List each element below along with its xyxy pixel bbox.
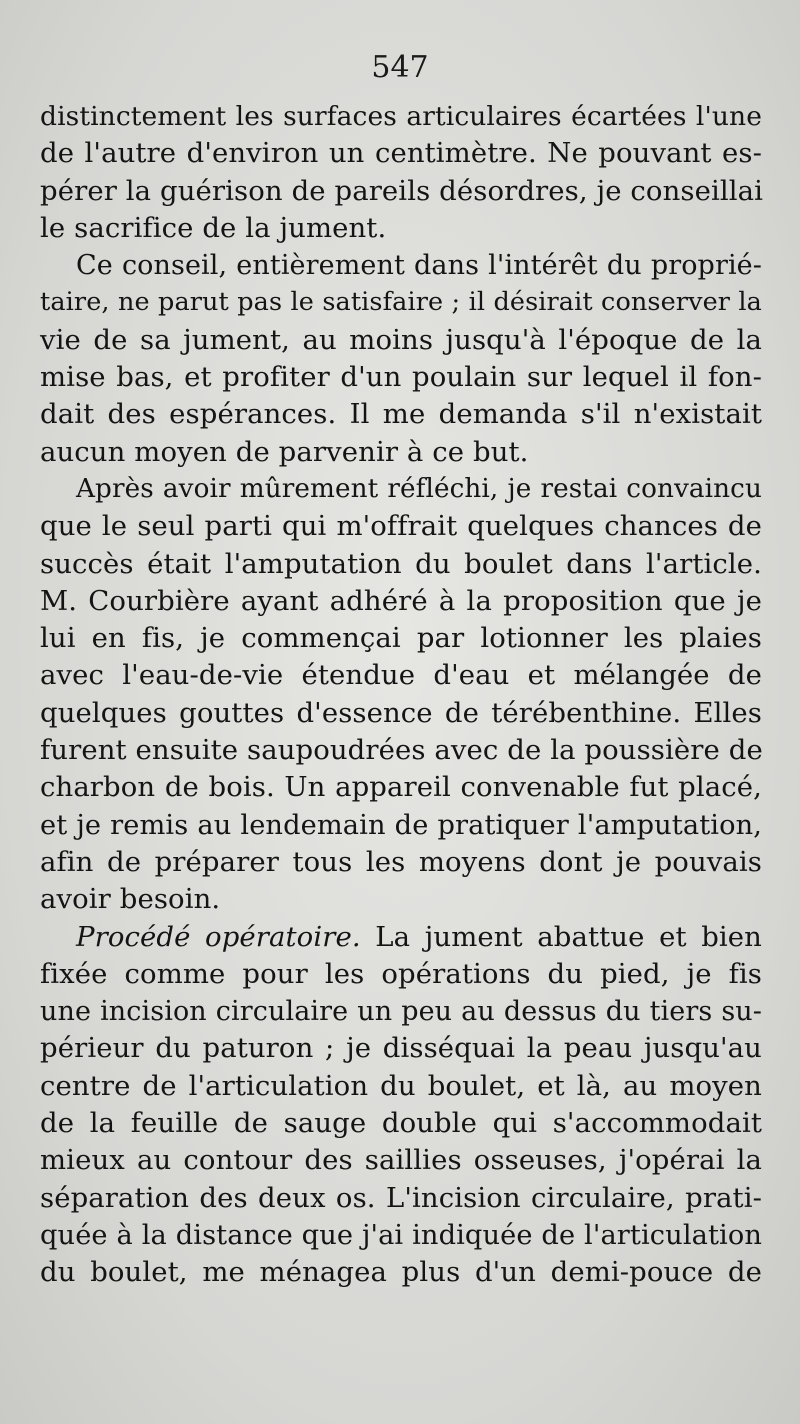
text-line-content: taire, ne parut pas le satisfaire ; il désirait conserver la [40, 287, 762, 318]
text-line-content: aucun moyen de parvenir à ce but. [40, 435, 529, 468]
text-line [40, 173, 762, 210]
text-line-content: séparation des deux os. L'incision circulaire, prati- [40, 1181, 762, 1214]
text-line-content: mise bas, et profiter d'un poulain sur lequel il fon- [40, 361, 762, 394]
text-line-content: quelques gouttes d'essence de térébenthine. Elles [40, 696, 762, 729]
text-line [40, 546, 762, 583]
text-line [40, 1105, 762, 1142]
text-line [40, 807, 762, 844]
text-line [40, 956, 762, 993]
text-line [40, 247, 762, 284]
text-line-content: mieux au contour des saillies osseuses, j'opérai la [40, 1144, 762, 1177]
section-heading-italic: Procédé opératoire. [76, 920, 361, 953]
body-text [40, 98, 762, 1292]
text-line-content: périeur du paturon ; je disséquai la peau jusqu'au [40, 1032, 762, 1065]
text-line-content: furent ensuite saupoudrées avec de la poussière de [40, 734, 763, 767]
text-line-content: de la feuille de sauge double qui s'accommodait [40, 1107, 762, 1140]
text-line [40, 1142, 762, 1179]
text-line [40, 359, 762, 396]
text-line-content: lui en fis, je commençai par lotionner les plaies [40, 622, 762, 655]
text-line-content: dait des espérances. Il me demanda s'il n'existait [40, 398, 762, 431]
text-line-content: fixée comme pour les opérations du pied, je fis [40, 957, 762, 990]
text-line [40, 98, 762, 135]
text-line [40, 583, 762, 620]
text-line-content: distinctement les surfaces articulaires écartées l'une [40, 101, 762, 132]
page-number: 547 [371, 50, 429, 85]
text-line-content: M. Courbière ayant adhéré à la proposition que je [40, 584, 762, 617]
text-line [40, 396, 762, 433]
text-line-content: de l'autre d'environ un centimètre. Ne pouvant es- [40, 137, 762, 170]
text-line [40, 732, 762, 769]
text-line-content: centre de l'articulation du boulet, et là, au moyen [40, 1069, 762, 1102]
text-line-content: et je remis au lendemain de pratiquer l'amputation, [40, 809, 762, 841]
text-line [40, 769, 762, 806]
text-line [40, 471, 762, 508]
text-line [40, 919, 762, 956]
text-line [40, 1254, 762, 1291]
text-line-content: La jument abattue et bien [360, 920, 762, 953]
text-line [40, 695, 762, 732]
text-line [40, 1217, 762, 1254]
text-line-content: succès était l'amputation du boulet dans l'article. [40, 547, 762, 580]
text-line-content: que le seul parti qui m'offrait quelques chances de [40, 510, 762, 543]
text-line-content: quée à la distance que j'ai indiquée de l'articulation [40, 1219, 762, 1251]
text-line [40, 844, 762, 881]
text-line-content: une incision circulaire un peu au dessus du tiers su- [40, 996, 762, 1028]
text-line [40, 434, 762, 471]
text-line [40, 620, 762, 657]
text-line-content: avoir besoin. [40, 883, 221, 916]
text-line [40, 657, 762, 694]
text-line-content: le sacrifice de la jument. [40, 211, 387, 244]
text-line-content: du boulet, me ménagea plus d'un demi-pouce de [40, 1256, 762, 1289]
text-line [40, 993, 762, 1030]
text-line [40, 210, 762, 247]
text-line [40, 508, 762, 545]
text-line [40, 322, 762, 359]
text-line [40, 1030, 762, 1067]
text-line-content: Après avoir mûrement réfléchi, je restai convaincu [76, 473, 762, 504]
text-line-content: pérer la guérison de pareils désordres, je conseillai [40, 174, 764, 207]
text-line-content: vie de sa jument, au moins jusqu'à l'époque de la [40, 323, 762, 356]
text-line-content: afin de préparer tous les moyens dont je pouvais [40, 845, 762, 878]
text-line-content: Ce conseil, entièrement dans l'intérêt du proprié- [76, 250, 762, 282]
text-line [40, 135, 762, 172]
text-line-content: charbon de bois. Un appareil convenable fut placé, [40, 771, 762, 804]
text-line-content: avec l'eau-de-vie étendue d'eau et mélangée de [40, 659, 762, 692]
text-line [40, 284, 762, 321]
text-line [40, 1068, 762, 1105]
text-line [40, 1180, 762, 1217]
text-line [40, 881, 762, 918]
